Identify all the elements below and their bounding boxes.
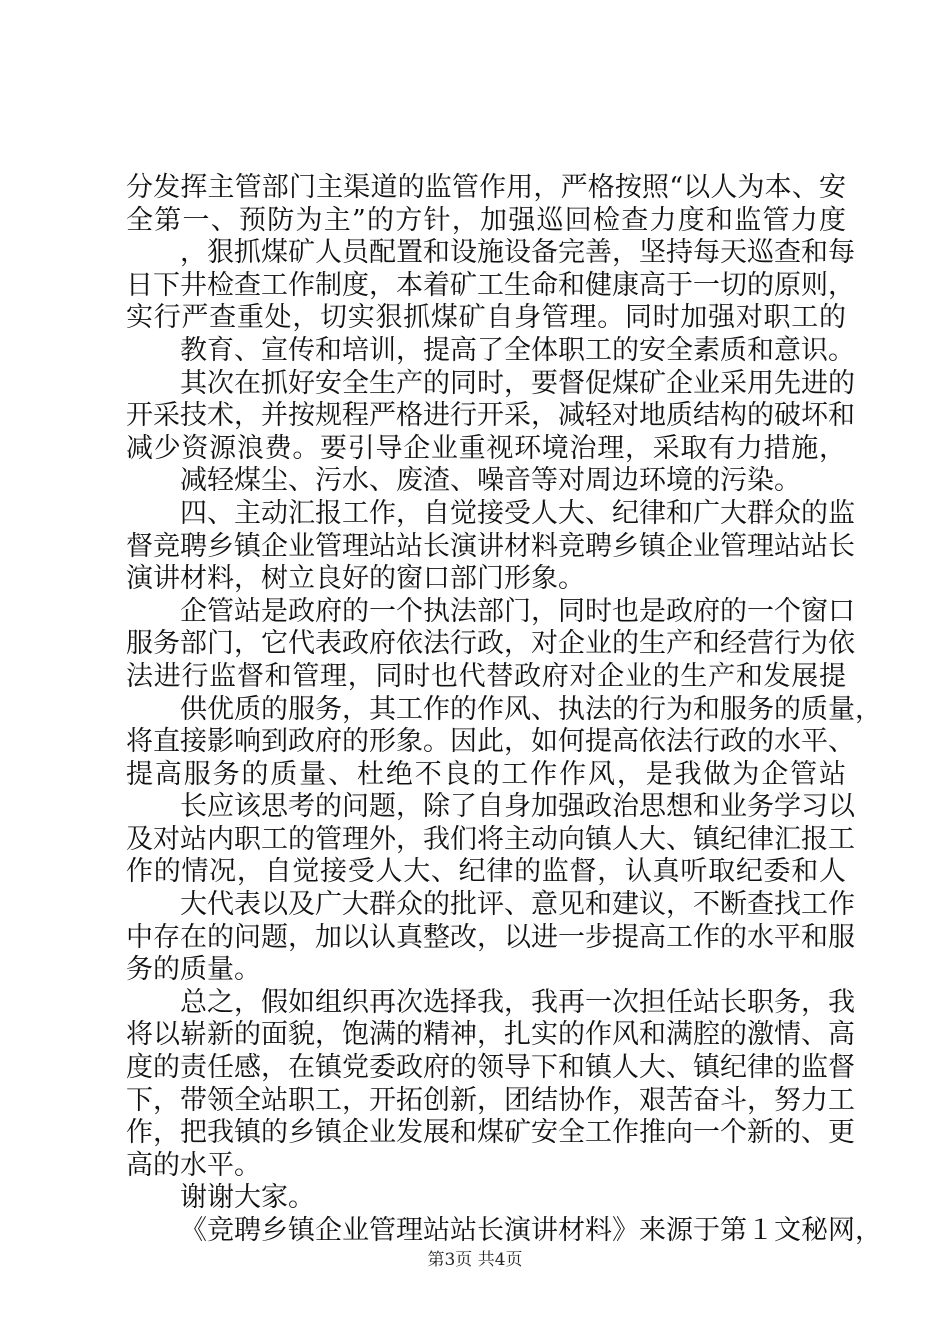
text-line: 其次在抓好安全生产的同时，要督促煤矿企业采用先进的 (180, 367, 855, 399)
text-line: 下，带领全站职工，开拓创新，团结协作，艰苦奋斗，努力工 (126, 1084, 855, 1116)
text-line: 分发挥主管部门主渠道的监管作用，严格按照“以人为本、安 (126, 172, 846, 203)
text-line: 将以崭新的面貌，饱满的精神，扎实的作风和满腔的激情、高 (126, 1019, 855, 1051)
page-footer: 第3页 共4页 (427, 1250, 523, 1270)
text-line: 服务部门，它代表政府依法行政，对企业的生产和经营行为依 (126, 628, 855, 660)
text-line: 将直接影响到政府的形象。因此，如何提高依法行政的水平、 (126, 726, 855, 758)
text-line: 日下井检查工作制度，本着矿工生命和健康高于一切的原则， (126, 269, 855, 301)
text-line: 作的情况，自觉接受人大、纪律的监督，认真听取纪委和人 (126, 856, 846, 888)
text-line: 减少资源浪费。要引导企业重视环境治理，采取有力措施， (126, 432, 846, 464)
text-line: 供优质的服务，其工作的作风、执法的行为和服务的质量， (180, 693, 882, 725)
text-line: 大代表以及广大群众的批评、意见和建议，不断查找工作 (180, 889, 855, 921)
text-line: 减轻煤尘、污水、废渣、噪音等对周边环境的污染。 (180, 465, 801, 497)
text-line: 四、主动汇报工作，自觉接受人大、纪律和广大群众的监 (180, 497, 855, 529)
text-line: 演讲材料，树立良好的窗口部门形象。 (126, 563, 585, 595)
text-line: 谢谢大家。 (180, 1182, 315, 1214)
text-line: 长应该思考的问题，除了自身加强政治思想和业务学习以 (180, 791, 855, 823)
text-line: 实行严查重处，切实狠抓煤矿自身管理。同时加强对职工的 (126, 302, 846, 334)
text-line: 务的质量。 (126, 954, 261, 986)
text-line: 总之，假如组织再次选择我，我再一次担任站长职务，我 (180, 986, 855, 1018)
text-line: 作，把我镇的乡镇企业发展和煤矿安全工作推向一个新的、更 (126, 1117, 855, 1149)
text-line: 高的水平。 (126, 1149, 261, 1181)
body-text (126, 172, 882, 1248)
text-line: 全第一、预防为主”的方针，加强巡回检查力度和监管力度 (126, 204, 846, 236)
text-line: 督竞聘乡镇企业管理站站长演讲材料竞聘乡镇企业管理站站长 (126, 530, 855, 562)
text-line: 《竞聘乡镇企业管理站站长演讲材料》来源于第１文秘网， (180, 1215, 882, 1246)
text-line: 提高服务的质量、杜绝不良的工作作风，是我做为企管站 (126, 758, 846, 790)
text-line: 法进行监督和管理，同时也代替政府对企业的生产和发展提 (126, 660, 846, 692)
text-line: 及对站内职工的管理外，我们将主动向镇人大、镇纪律汇报工 (126, 823, 855, 855)
text-line: ，狠抓煤矿人员配置和设施设备完善，坚持每天巡查和每 (180, 237, 855, 269)
text-line: 企管站是政府的一个执法部门，同时也是政府的一个窗口 (180, 595, 855, 627)
text-line: 度的责任感，在镇党委政府的领导下和镇人大、镇纪律的监督 (126, 1052, 855, 1084)
text-line: 教育、宣传和培训，提高了全体职工的安全素质和意识。 (180, 334, 855, 366)
text-line: 开采技术，并按规程严格进行开采，减轻对地质结构的破坏和 (126, 400, 855, 432)
text-line: 中存在的问题，加以认真整改，以进一步提高工作的水平和服 (126, 921, 855, 953)
